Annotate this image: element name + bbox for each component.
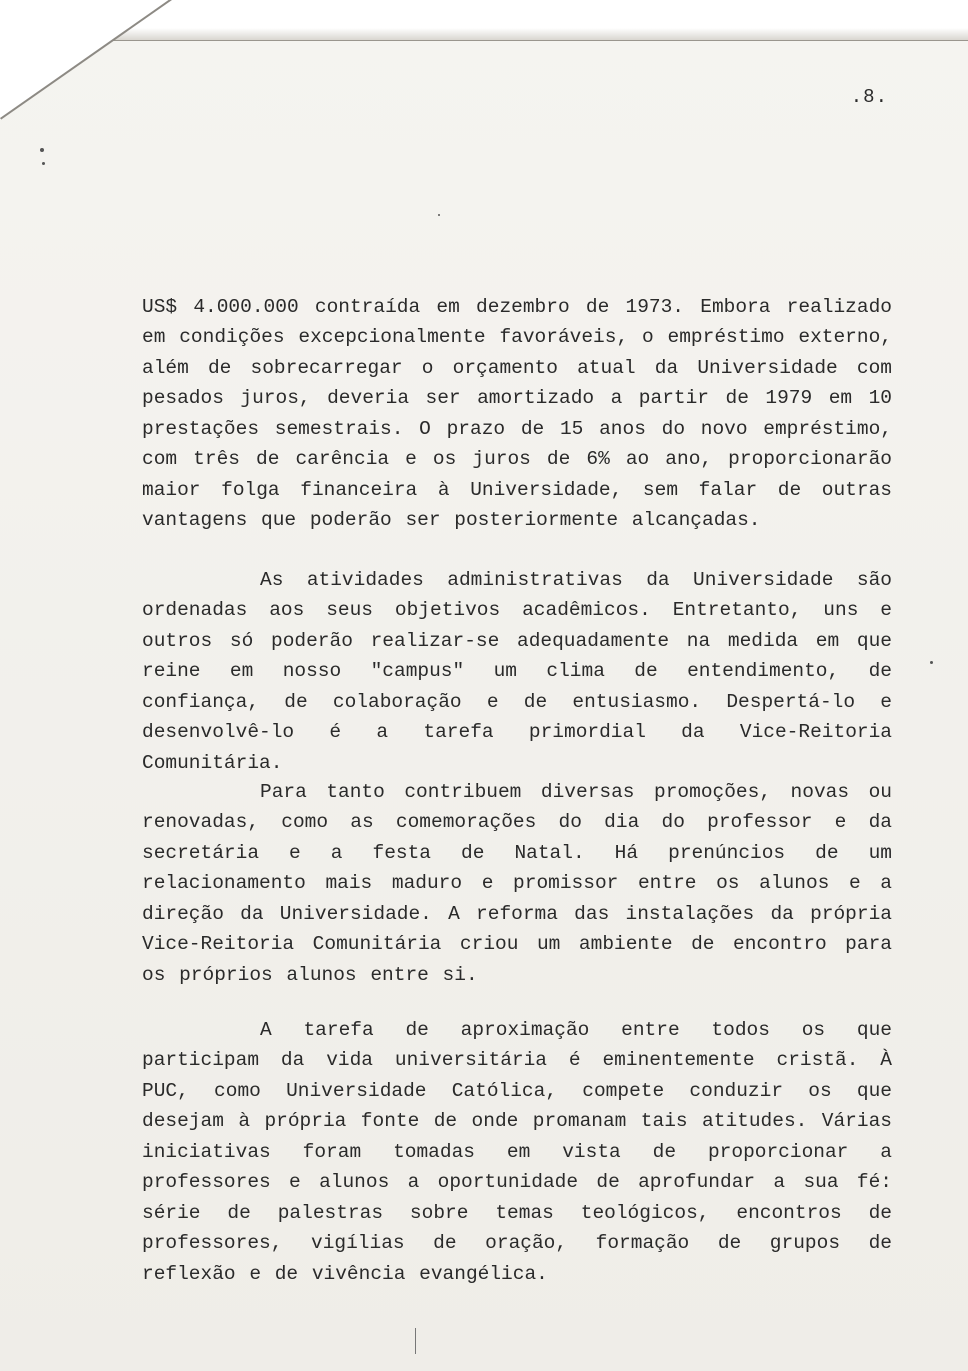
paragraph-christian-mission: A tarefa de aproximação entre todos os que participam da vida universitária é eminentemente cristã. À PUC, como Universidade Católica, compete conduzir os que desejam à própria fonte de onde promanam tais atitudes. Várias iniciativas foram tomadas em vista de proporcionar a professores e alunos a oportunidade de aprofundar a sua fé: série de palestras sobre temas teológicos, encontros de professores, vigílias de oração, formação de grupos de reflexão e de vivência evangélica. — [142, 1018, 892, 1285]
ink-speck — [42, 162, 45, 165]
ink-speck — [438, 214, 440, 216]
page-number: .8. — [850, 86, 888, 108]
ink-speck — [930, 661, 933, 664]
paragraph-promotions: Para tanto contribuem diversas promoções, novas ou renovadas, como as comemorações do dia do professor e da secretária e a festa de Natal. Há prenúncios de um relacionamento mais maduro e promissor entre os alunos e a direção da Universidade. A reforma das instalações da própria Vice-Reitoria Comunitária criou um ambiente de encontro para os próprios alunos entre si. — [142, 780, 892, 986]
paragraph-loan: US$ 4.000.000 contraída em dezembro de 1973. Embora realizado em condições excepcionalmente favoráveis, o empréstimo externo, além de sobrecarregar o orçamento atual da Universidade com pesados juros, deveria ser amortizado a partir de 1979 em 10 prestações semestrais. O prazo de 15 anos do novo empréstimo, com três de carência e os juros de 6% ao ano, proporcionarão maior folga financeira à Universidade, sem falar de outras vantagens que poderão ser posteriormente alcançadas. — [142, 295, 892, 531]
ink-speck — [40, 148, 44, 152]
paragraph-administration: As atividades administrativas da Universidade são ordenadas aos seus objetivos acadêmicos. Entretanto, uns e outros só poderão realizar-se adequadamente na medida em que reine em nosso "campus" um clima de entendimento, de confiança, de colaboração e de entusiasmo. Despertá-lo e desenvolvê-lo é a tarefa primordial da Vice-Reitoria Comunitária. — [142, 568, 892, 774]
paper-scratch — [415, 1328, 416, 1354]
